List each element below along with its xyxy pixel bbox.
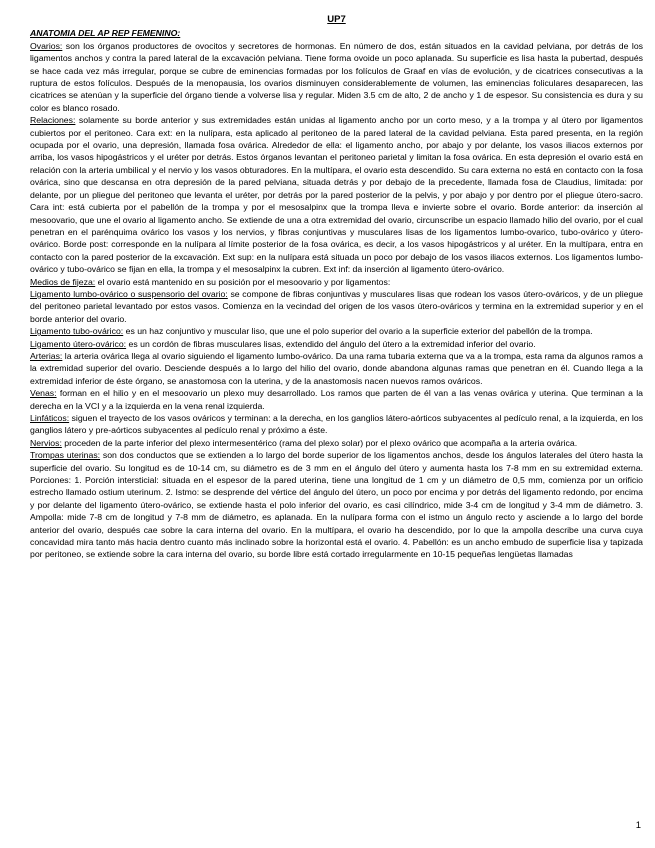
text-venas: forman en el hilio y en el mesoovario un plexo muy desarrollado. Los ramos que parten de él van a las venas ovárica y uterina. Que terminan a la derecha en la VCI y a la izquierda en la vena renal izquierda. [30, 388, 643, 411]
paragraph-relaciones [30, 114, 643, 275]
paragraph-ligamento-lumbo-ovarico [30, 288, 643, 325]
term-trompas-uterinas: Trompas uterinas: [30, 450, 101, 461]
term-venas: Venas: [30, 388, 57, 399]
term-linfaticos: Linfáticos: [30, 413, 70, 423]
paragraph-trompas-uterinas [30, 449, 643, 561]
term-ligamento-tubo-ovarico: Ligamento tubo-ovárico: [30, 326, 124, 337]
text-ligamento-lumbo-ovarico: se compone de fibras conjuntivas y musculares lisas que rodean los vasos útero-ováricos, y de un pliegue del peritoneo parietal levantado por estos vasos. Comienza en la vecindad del origen de los vasos útero-ováricos y termina en la extremidad superior y en el borde anterior del ovario. [30, 288, 643, 324]
term-ligamento-utero-ovarico: Ligamento útero-ovárico: [30, 338, 127, 349]
paragraph-ligamento-utero-ovarico [30, 338, 643, 350]
paragraph-venas [30, 387, 643, 412]
paragraph-ovarios [30, 40, 643, 114]
term-ovarios: Ovarios: [30, 40, 63, 51]
page-number: 1 [635, 820, 641, 831]
paragraph-medios-de-fijeza [30, 276, 643, 288]
term-medios-de-fijeza: Medios de fijeza: [30, 276, 96, 287]
text-trompas-uterinas: son dos conductos que se extienden a lo largo del borde superior de los ligamentos anchos, desde los ángulos laterales del útero hasta la superficie del ovario. Su longitud es de 10-14 cm, su diámetro es de 3 mm en el ángulo del útero y aumenta hasta los 7-8 mm en su extremidad externa. Porciones: 1. Porción intersticial: situada en el espesor de la pared uterina, tiene una longitud de 1 cm y un diámetro de 0,5 mm, comienza por un orificio estrecho llamado ostium uterinum. 2. Istmo: se desprende del vértice del ángulo del útero, un poco por encima y por detrás del ligamento redondo, por encima y por delante del ligamento útero-ovárico, se extiende hasta el polo inferior del ovario, es casi cilíndrico, mide 3-4 cm de longitud y 3-4 mm de diámetro. 3. Ampolla: mide 7-8 cm de longitud y 7-8 mm de diámetro, es aplanada. En la nulípara forma con el istmo un ángulo recto y asciende a lo largo del borde anterior del ovario, después cae sobre la cara interna del ovario. En la multípara, el ovario ha descendido, por lo que la ampolla describe una curva cuya concavidad mira tanto más hacia dentro cuanto más inclinado sobre la horizontal está el ovario. 4. Pabellón: es un ancho embudo de superficie lisa y tapizada por peritoneo, se extiende sobre la cara interna del ovario, su borde libre está cortado irregularmente en 10-15 pequeñas lengüetas llamadas [30, 450, 643, 560]
text-arterias: la arteria ovárica llega al ovario siguiendo el ligamento lumbo-ovárico. Da una rama tubaria externa que va a la trompa, esta rama da algunos ramos a la extremidad superior del ovario. Desciende después a lo largo del hilio del ovario, donde abandona algunas ramas que penetran en él. Cuando llega a la extremidad inferior de éste órgano, se anastomosa con la uterina, y de la anastomosis nacen nuevos ramos ováricos. [30, 350, 643, 386]
text-linfaticos: siguen el trayecto de los vasos ováricos y terminan: a la derecha, en los ganglios látero-aórticos subyacentes al pedículo renal, a la izquierda, en los ganglios látero y pre-aórticos subyacentes al pedículo renal y próximo a éste. [30, 413, 643, 436]
text-relaciones: solamente su borde anterior y sus extremidades están unidas al ligamento ancho por un corto meso, y a la trompa y al útero por ligamentos cubiertos por el peritoneo. Cara ext: en la nulípara, esta aplicado al peritoneo de la pared lateral de la cavidad pelviana. Esta pared presenta, en la región ocupada por el ovario, una depresión, llamada fosa ovárica. Alrededor de ella: el ligamento ancho, por abajo y por delante, los vasos iliacos externos por arriba, los vasos hipogástricos y el uréter por detrás. Estos órganos levantan el peritoneo parietal y limitan la fosa ovárica. En esta depresión el ovario está en relación con la arteria umbilical y el nervio y los vasos obturadores. En la multípara, el ovario esta descendido. Su cara externa no está en contacto con la fosa ovárica, sino que descansa en otra depresión de la pared pelviana, situada detrás y por debajo de la precedente, llamada fosa de Claudius, limitada: por delante, por un pliegue del peritoneo que levanta el uréter, por detrás por la pared posterior de la pelvis, y por abajo y por dentro por el pliegue útero-sacro. Cara int: está cubierta por el pabellón de la trompa y por el mesosalpinx que la trompa lleva e invierte sobre el ovario. Borde anterior: da inserción al mesoovario, que une el ovario al ligamento ancho. Se extiende de una a otra extremidad del ovario, circunscribe un espacio llamado hilio del ovario, por el cual penetran en el parénquima ovárico los vasos y los nervios, y fibras conjuntivas y musculares lisas de los ligamentos lumbo-ovarico, tubo-ovárico y útero-ovárico. Borde post: corresponde en la nulípara al límite posterior de la fosa ovárica, es decir, a los vasos hipogástricos y al uréter. En la multípara, entra en contacto con la pared posterior de la excavación. Ext sup: en la nulípara está situada un poco por debajo de los vasos iliacos externos. Los ligamentos lumbo-ovárico y tubo-ovárico se fijan en ella, la trompa y el mesosalpinx la cubren. Ext inf: da inserción al ligamento útero-ovárico. [30, 115, 643, 275]
section-heading: ANATOMIA DEL AP REP FEMENINO: [30, 28, 181, 39]
paragraph-nervios [30, 437, 643, 449]
text-nervios: proceden de la parte inferior del plexo intermesentérico (rama del plexo solar) por el plexo ovárico que acompaña a la arteria ovárica. [61, 437, 578, 448]
term-relaciones: Relaciones: [30, 115, 76, 126]
term-nervios: Nervios: [30, 437, 62, 448]
text-ovarios: son los órganos productores de ovocitos y secretores de hormonas. En número de dos, están situados en la cavidad pelviana, por detrás de los ligamentos anchos y contra la pared lateral de la excavación pelviana. Tiene forma ovoide un poco aplanada. Su superficie es lisa hasta la pubertad, después se hace cada vez más irregular, porque se cubre de eminencias formadas por los folículos de Graaf en vías de evolución, y de cicatrices consecutivas a la ruptura de estos folículos. Después de la menopausia, los ovarios disminuyen considerablemente de volumen, las eminencias foliculares desaparecen, las cicatrices se atenúan y la superficie del órgano tiende a volverse lisa y regular. Miden 3.5 cm de alto, 2 de ancho y 1 de espesor. Su consistencia es dura y su color es blanco rosado. [30, 40, 643, 113]
term-arterias: Arterias: [30, 350, 63, 361]
text-medios-de-fijeza: el ovario está mantenido en su posición por el mesoovario y por ligamentos: [95, 276, 391, 287]
term-ligamento-lumbo-ovarico: Ligamento lumbo-ovárico o suspensorio del ovario: [30, 288, 228, 299]
paragraph-ligamento-tubo-ovarico [30, 325, 643, 337]
text-ligamento-tubo-ovarico: es un haz conjuntivo y muscular liso, que une el polo superior del ovario a la superficie exterior del pabellón de la trompa. [123, 326, 593, 337]
page-title: UP7 [327, 14, 346, 25]
paragraph-linfaticos [30, 412, 643, 437]
paragraph-arterias [30, 350, 643, 387]
text-ligamento-utero-ovarico: es un cordón de fibras musculares lisas, extendido del ángulo del útero a la extremidad inferior del ovario. [126, 338, 536, 349]
